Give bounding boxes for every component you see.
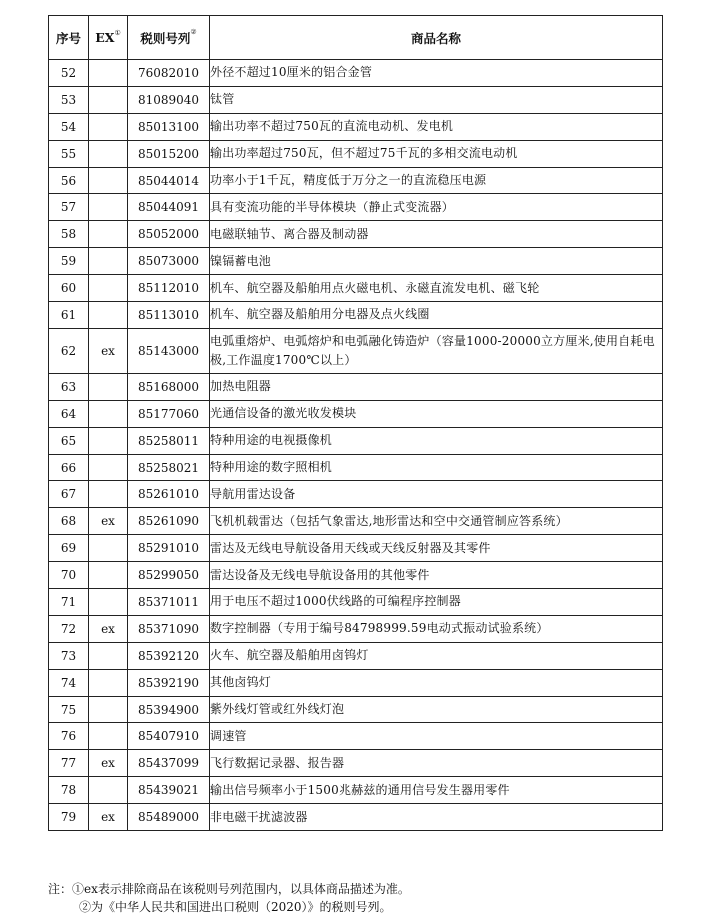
table-row [49,777,663,804]
cell-tariff-code: 85177060 [128,400,210,427]
cell-serial-number: 57 [49,194,89,221]
cell-tariff-code: 85258021 [128,454,210,481]
table-row [49,508,663,535]
table-row [49,562,663,589]
header-product-name: 商品名称 [210,16,663,60]
cell-serial-number: 59 [49,248,89,275]
cell-ex: ex [89,750,128,777]
cell-product-name: 火车、航空器及船舶用卤钨灯 [210,642,663,669]
cell-serial-number: 56 [49,167,89,194]
cell-ex: ex [89,804,128,831]
cell-ex [89,777,128,804]
cell-tariff-code: 85015200 [128,140,210,167]
cell-ex [89,302,128,329]
cell-ex [89,167,128,194]
tariff-table [48,15,663,831]
cell-product-name: 特种用途的电视摄像机 [210,427,663,454]
cell-product-name: 电弧重熔炉、电弧熔炉和电弧融化铸造炉（容量1000-20000立方厘米,使用自耗电极,工作温度1700℃以上） [210,328,663,373]
table-row [49,140,663,167]
cell-ex [89,723,128,750]
cell-serial-number: 74 [49,669,89,696]
footnote-2: ②为《中华人民共和国进出口税则（2020）》的税则号列。 [79,900,392,914]
cell-tariff-code: 85143000 [128,328,210,373]
cell-product-name: 导航用雷达设备 [210,481,663,508]
cell-ex [89,427,128,454]
table-row [49,723,663,750]
table-row [49,302,663,329]
cell-serial-number: 53 [49,86,89,113]
cell-product-name: 雷达及无线电导航设备用天线或天线反射器及其零件 [210,535,663,562]
cell-tariff-code: 85113010 [128,302,210,329]
cell-tariff-code: 85052000 [128,221,210,248]
table-row [49,535,663,562]
header-tariff-code: 税则号列② [128,16,210,60]
cell-tariff-code: 85392120 [128,642,210,669]
cell-product-name: 调速管 [210,723,663,750]
table-row [49,86,663,113]
cell-serial-number: 68 [49,508,89,535]
cell-ex [89,696,128,723]
cell-tariff-code: 76082010 [128,60,210,87]
cell-ex [89,248,128,275]
cell-product-name: 输出功率超过750瓦，但不超过75千瓦的多相交流电动机 [210,140,663,167]
cell-tariff-code: 85168000 [128,373,210,400]
cell-serial-number: 60 [49,275,89,302]
cell-ex [89,194,128,221]
cell-product-name: 具有变流功能的半导体模块（静止式变流器） [210,194,663,221]
cell-tariff-code: 85299050 [128,562,210,589]
cell-ex [89,113,128,140]
cell-serial-number: 72 [49,615,89,642]
cell-product-name: 机车、航空器及船舶用点火磁电机、永磁直流发电机、磁飞轮 [210,275,663,302]
cell-ex [89,589,128,616]
cell-ex: ex [89,508,128,535]
cell-serial-number: 63 [49,373,89,400]
table-row [49,696,663,723]
table-row [49,248,663,275]
cell-serial-number: 55 [49,140,89,167]
footnotes [48,880,410,916]
cell-product-name: 机车、航空器及船舶用分电器及点火线圈 [210,302,663,329]
cell-tariff-code: 85371090 [128,615,210,642]
cell-ex [89,400,128,427]
cell-product-name: 非电磁干扰滤波器 [210,804,663,831]
table-row [49,804,663,831]
cell-tariff-code: 85394900 [128,696,210,723]
cell-product-name: 镍镉蓄电池 [210,248,663,275]
cell-tariff-code: 85073000 [128,248,210,275]
cell-product-name: 飞机机载雷达（包括气象雷达,地形雷达和空中交通管制应答系统） [210,508,663,535]
cell-product-name: 加热电阻器 [210,373,663,400]
table-header-row [49,16,663,60]
table-row [49,615,663,642]
cell-ex [89,669,128,696]
cell-ex [89,275,128,302]
table-row [49,275,663,302]
cell-product-name: 外径不超过10厘米的铝合金管 [210,60,663,87]
header-serial-number: 序号 [49,16,89,60]
cell-product-name: 数字控制器（专用于编号84798999.59电动式振动试验系统） [210,615,663,642]
cell-tariff-code: 81089040 [128,86,210,113]
cell-tariff-code: 85489000 [128,804,210,831]
table-row [49,642,663,669]
header-ex: EX① [89,16,128,60]
cell-tariff-code: 85261010 [128,481,210,508]
cell-serial-number: 67 [49,481,89,508]
table-row [49,60,663,87]
cell-product-name: 输出信号频率小于1500兆赫兹的通用信号发生器用零件 [210,777,663,804]
cell-tariff-code: 85112010 [128,275,210,302]
cell-serial-number: 61 [49,302,89,329]
cell-tariff-code: 85392190 [128,669,210,696]
cell-tariff-code: 85407910 [128,723,210,750]
cell-ex: ex [89,615,128,642]
cell-serial-number: 58 [49,221,89,248]
cell-serial-number: 75 [49,696,89,723]
cell-serial-number: 77 [49,750,89,777]
footnote-marker-2: ② [190,27,197,36]
cell-serial-number: 52 [49,60,89,87]
cell-tariff-code: 85258011 [128,427,210,454]
table-row [49,481,663,508]
cell-tariff-code: 85044091 [128,194,210,221]
cell-tariff-code: 85439021 [128,777,210,804]
cell-serial-number: 76 [49,723,89,750]
cell-serial-number: 66 [49,454,89,481]
table-row [49,328,663,373]
cell-serial-number: 54 [49,113,89,140]
table-row [49,454,663,481]
cell-product-name: 飞行数据记录器、报告器 [210,750,663,777]
table-row [49,669,663,696]
table-row [49,400,663,427]
cell-product-name: 光通信设备的激光收发模块 [210,400,663,427]
cell-serial-number: 65 [49,427,89,454]
cell-ex [89,140,128,167]
cell-product-name: 输出功率不超过750瓦的直流电动机、发电机 [210,113,663,140]
cell-serial-number: 73 [49,642,89,669]
cell-product-name: 其他卤钨灯 [210,669,663,696]
cell-ex [89,60,128,87]
table-row [49,194,663,221]
cell-product-name: 功率小于1千瓦，精度低于万分之一的直流稳压电源 [210,167,663,194]
cell-ex [89,86,128,113]
cell-tariff-code: 85437099 [128,750,210,777]
footnote-marker-1: ① [114,29,121,37]
cell-ex: ex [89,328,128,373]
cell-tariff-code: 85371011 [128,589,210,616]
table-row [49,373,663,400]
cell-ex [89,221,128,248]
cell-ex [89,454,128,481]
table-row [49,750,663,777]
cell-serial-number: 79 [49,804,89,831]
cell-tariff-code: 85291010 [128,535,210,562]
cell-serial-number: 70 [49,562,89,589]
table-row [49,113,663,140]
cell-product-name: 紫外线灯管或红外线灯泡 [210,696,663,723]
footnote-1: 注：①ex表示排除商品在该税则号列范围内，以具体商品描述为准。 [48,882,410,896]
cell-product-name: 雷达设备及无线电导航设备用的其他零件 [210,562,663,589]
cell-product-name: 特种用途的数字照相机 [210,454,663,481]
cell-ex [89,642,128,669]
cell-ex [89,373,128,400]
cell-serial-number: 64 [49,400,89,427]
cell-serial-number: 71 [49,589,89,616]
cell-product-name: 用于电压不超过1000伏线路的可编程序控制器 [210,589,663,616]
cell-serial-number: 78 [49,777,89,804]
cell-product-name: 电磁联轴节、离合器及制动器 [210,221,663,248]
cell-product-name: 钛管 [210,86,663,113]
cell-tariff-code: 85044014 [128,167,210,194]
cell-ex [89,562,128,589]
table-row [49,427,663,454]
table-row [49,589,663,616]
cell-tariff-code: 85013100 [128,113,210,140]
cell-ex [89,481,128,508]
cell-tariff-code: 85261090 [128,508,210,535]
cell-serial-number: 62 [49,328,89,373]
cell-serial-number: 69 [49,535,89,562]
table-row [49,167,663,194]
table-row [49,221,663,248]
cell-ex [89,535,128,562]
